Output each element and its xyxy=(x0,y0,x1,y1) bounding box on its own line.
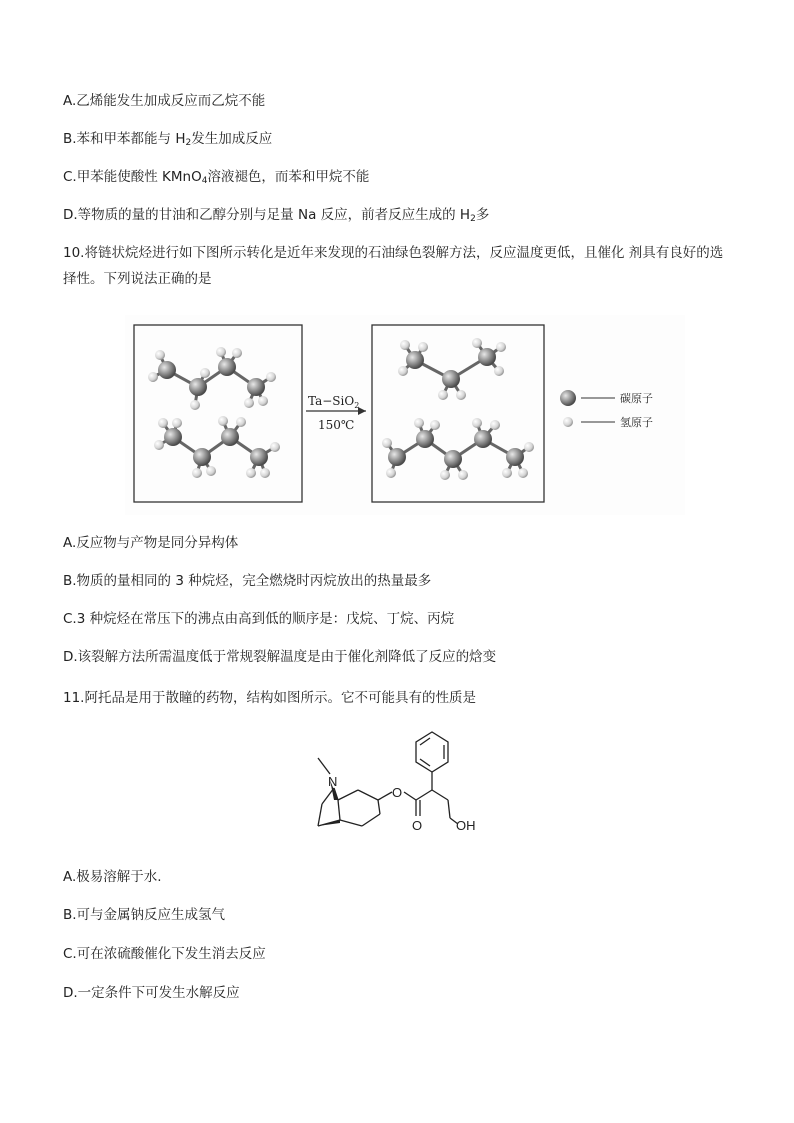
q10-option-d: D.该裂解方法所需温度低于常规裂解温度是由于催化剂降低了反应的焓变 xyxy=(63,649,497,665)
atropine-structure xyxy=(300,720,500,850)
legend-carbon-label: 碳原子 xyxy=(620,392,653,405)
q10-option-b: B.物质的量相同的 3 种烷烃，完全燃烧时丙烷放出的热量最多 xyxy=(63,573,432,589)
q11-option-c: C.可在浓硫酸催化下发生消去反应 xyxy=(63,946,266,962)
carbonyl-o-label: O xyxy=(412,818,423,833)
q10-option-c: C.3 种烷烃在常压下的沸点由高到低的顺序是：戊烷、丁烷、丙烷 xyxy=(63,611,455,627)
q10-cracking-figure xyxy=(125,315,685,515)
q11-option-d: D.一定条件下可发生水解反应 xyxy=(63,985,240,1001)
legend-hydrogen-ball xyxy=(563,417,573,427)
q9-option-b: B.苯和甲苯都能与 $H_2$发生加成反应 xyxy=(63,131,273,148)
q11-option-a: A.极易溶解于水. xyxy=(63,869,162,885)
q11-stem: 11.阿托品是用于散瞳的药物，结构如图所示。它不可能具有的性质是 xyxy=(63,690,476,706)
n-atom-label: N xyxy=(328,774,338,789)
legend-carbon-ball xyxy=(560,390,576,406)
q9-option-c: C.甲苯能使酸性 KMnO$_4$溶液褪色，而苯和甲烷不能 xyxy=(63,169,370,186)
q9-option-a: A.乙烯能发生加成反应而乙烷不能 xyxy=(63,93,266,109)
q11-option-b: B.可与金属钠反应生成氢气 xyxy=(63,907,226,923)
catalyst-label: Ta−SiO$_2$ xyxy=(308,394,360,410)
hydroxyl-label: OH xyxy=(456,818,476,833)
q10-stem: 10.将链状烷烃进行如下图所示转化是近年来发现的石油绿色裂解方法，反应温度更低，且催化 剂具有良好的选择性。下列说法正确的是 xyxy=(63,245,724,287)
q9-option-d: D.等物质的量的甘油和乙醇分别与足量 Na 反应，前者反应生成的 $H_2$多 xyxy=(63,207,490,224)
legend-hydrogen-label: 氢原子 xyxy=(620,416,653,429)
ester-o-label: O xyxy=(392,785,403,800)
q10-option-a: A.反应物与产物是同分异构体 xyxy=(63,535,239,551)
temperature-label: 150℃ xyxy=(318,418,355,432)
